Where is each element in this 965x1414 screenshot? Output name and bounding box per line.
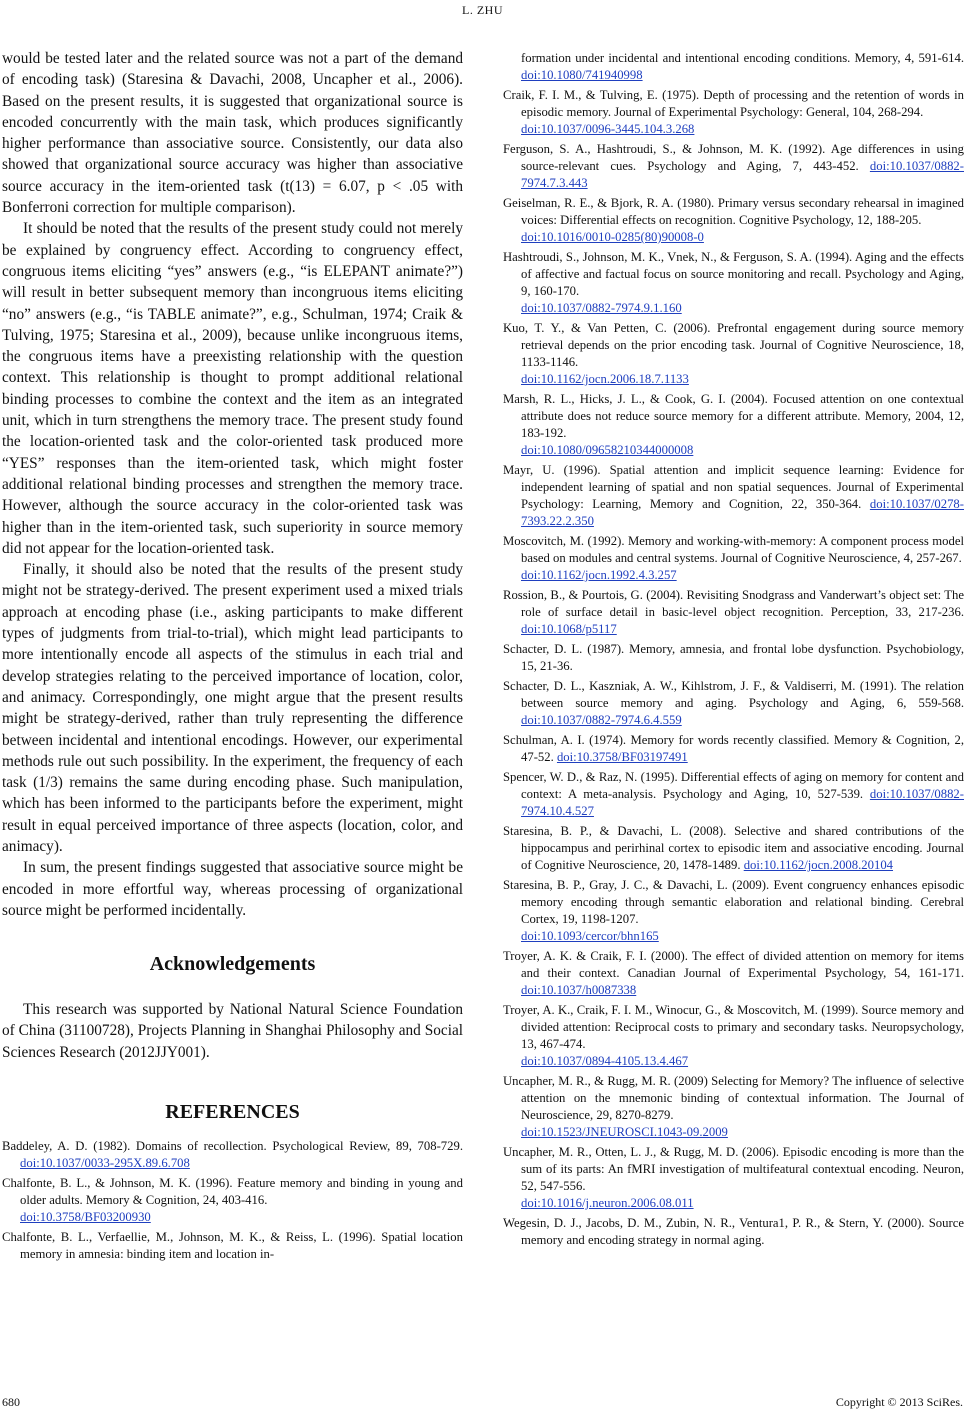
- doi-link[interactable]: doi:10.1016/0010-0285(80)90008-0: [521, 230, 704, 244]
- reference-text: Troyer, A. K. & Craik, F. I. (2000). The effect of divided attention on memory for items and their context. Canadian Journal of Experimental Psychology, 54, 161-171.: [503, 949, 964, 980]
- doi-link[interactable]: doi:10.1037/h0087338: [521, 983, 637, 997]
- reference-entry: [503, 769, 964, 820]
- reference-entry: [2, 1138, 463, 1172]
- reference-text: Kuo, T. Y., & Van Petten, C. (2006). Prefrontal engagement during source memory retrieval depends on the prior encoding task. Journal of Cognitive Neuroscience, 18, 1133-1146.: [503, 321, 964, 369]
- doi-link[interactable]: doi:10.1162/jocn.2006.18.7.1133: [521, 372, 689, 386]
- reference-text: Ferguson, S. A., Hashtroudi, S., & Johnson, M. K. (1992). Age differences in using source-relevant cues. Psychology and Aging, 7, 443-452.: [503, 142, 964, 173]
- reference-entry: [503, 249, 964, 317]
- reference-entry: [2, 1175, 463, 1226]
- body-paragraph: would be tested later and the related source was not a part of the demand of encoding task) (Staresina & Davachi, 2008, Uncapher et al., 2006). Based on the present results, it is suggested that organizational source is encoded concurrently with the main task, which produces significantly higher performance than associative source. Consistently, our data also showed that organizational source accuracy was higher than associative source accuracy in the item-oriented task (t(13) = 6.07, p < .05 with Bonferroni correction for multiple comparison).: [2, 50, 463, 217]
- reference-text: Uncapher, M. R., & Rugg, M. R. (2009) Selecting for Memory? The influence of selective attention on the mnemonic binding of contextual information. The Journal of Neuroscience, 29, 8270-8279.: [503, 1074, 964, 1122]
- reference-text: Moscovitch, M. (1992). Memory and working-with-memory: A component process model based on modules and central systems. Journal of Cognitive Neuroscience, 4, 257-267.: [503, 534, 964, 565]
- body-paragraph: In sum, the present findings suggested that associative source might be encoded in more effortful way, whereas processing of organizational source might be performed incidentally.: [2, 859, 463, 919]
- reference-text: Chalfonte, B. L., & Johnson, M. K. (1996). Feature memory and binding in young and older adults. Memory & Cognition, 24, 403-416.: [2, 1176, 463, 1208]
- reference-text: Spencer, W. D., & Raz, N. (1995). Differential effects of aging on memory for content and context: A meta-analysis. Psychology and Aging, 10, 527-539.: [503, 770, 964, 801]
- reference-text: Uncapher, M. R., Otten, L. J., & Rugg, M. D. (2006). Episodic encoding is more than the sum of its parts: An fMRI investigation of multifeatural contextual encoding. Neuron, 52, 547-556.: [503, 1145, 964, 1193]
- doi-link[interactable]: doi:10.1016/j.neuron.2006.08.011: [521, 1196, 694, 1210]
- references-heading: REFERENCES: [165, 1101, 300, 1124]
- reference-text: Troyer, A. K., Craik, F. I. M., Winocur, G., & Moscovitch, M. (1999). Source memory and divided attention: Reciprocal costs to primary and secondary tasks. Neuropsychology, 13, 467-474.: [503, 1003, 964, 1051]
- reference-entry: [503, 50, 964, 84]
- doi-link[interactable]: doi:10.1162/jocn.2008.20104: [743, 858, 894, 872]
- running-header: L. ZHU: [462, 3, 503, 17]
- doi-link[interactable]: doi:10.1068/p5117: [521, 622, 617, 636]
- reference-text: Geiselman, R. E., & Bjork, R. A. (1980). Primary versus secondary rehearsal in imagined voices: Differential effects on recognition. Cognitive Psychology, 12, 188-205.: [503, 196, 964, 227]
- right-column: [503, 50, 964, 1252]
- doi-link[interactable]: doi:10.1037/0894-4105.13.4.467: [521, 1054, 689, 1068]
- reference-entry: [503, 1073, 964, 1141]
- doi-link[interactable]: doi:10.1523/JNEUROSCI.1043-09.2009: [521, 1125, 728, 1139]
- reference-entry: [503, 195, 964, 246]
- reference-text: Baddeley, A. D. (1982). Domains of recollection. Psychological Review, 89, 708-729.: [2, 1139, 463, 1154]
- reference-entry: [503, 641, 964, 675]
- left-column: [2, 48, 463, 1266]
- reference-entry: [503, 141, 964, 192]
- reference-entry: [503, 1215, 964, 1249]
- doi-link[interactable]: doi:10.3758/BF03197491: [556, 750, 688, 764]
- acknowledgements-heading: Acknowledgements: [149, 953, 316, 976]
- reference-entry: [503, 1144, 964, 1212]
- body-paragraph: It should be noted that the results of the present study could not merely be explained by congruency effect. According to congruency effect, congruous items eliciting “yes” answers (e.g., “is ELEPANT animate?”) will result in better subsequent memory than incongruous items eliciting “no” answers (e.g., “is TABLE animate?”, e.g., Schulman, 1974; Craik & Tulving, 1975; Staresina et al., 2009), because unlike incongruous items, the congruous items have a preexisting relationship with the question context. This relationship is thought to prompt additional relational binding processes to combine the context and the item as an integrated unit, which in turn strengthens the memory trace. The present study found the location-oriented task and the color-oriented task produced more “YES” responses than the item-oriented task, which might foster additional relational binding processes and strengthen the memory trace. However, although the source accuracy in the color-oriented task was higher than in the item-oriented task, such superiority in source memory did not appear for the location-oriented task.: [2, 220, 463, 557]
- reference-entry: [503, 678, 964, 729]
- doi-link[interactable]: doi:10.1093/cercor/bhn165: [521, 929, 659, 943]
- reference-entry: [503, 732, 964, 766]
- doi-link[interactable]: doi:10.3758/BF03200930: [20, 1210, 151, 1225]
- reference-entry: [503, 948, 964, 999]
- copyright-notice: Copyright © 2013 SciRes.: [835, 1395, 963, 1409]
- reference-text: Hashtroudi, S., Johnson, M. K., Vnek, N., & Ferguson, S. A. (1994). Aging and the effects of affective and factual focus on source monitoring and recall. Psychology and Aging, 9, 160-170.: [503, 250, 964, 298]
- reference-entry: [503, 533, 964, 584]
- body-paragraph: Finally, it should also be noted that the results of the present study might not be strategy-derived. The present experiment used a mixed trials approach at encoding phase (i.e., asking participants to make different types of judgments from trial-to-trial), which might lead participants to more intentionally encode all aspects of the stimulus in each trial and develop strategies relating to the perceived importance of location, color, and animacy. Correspondingly, one might argue that the present results might be strategy-derived, rather than truly representing the difference between incidental and intentional encodings. However, our experimental methods rule out such possibility. In the experiment, the frequency of each task (1/3) remains the same during encoding phase. Such manipulation, which has been informed to the participants before the experiment, might result in equal perceived importance of three aspects (location, color, and animacy).: [2, 561, 463, 855]
- reference-text: Schacter, D. L., Kaszniak, A. W., Kihlstrom, J. F., & Valdiserri, M. (1991). The relation between source memory and aging. Psychology and Aging, 6, 559-568.: [503, 679, 964, 710]
- reference-text: formation under incidental and intentional encoding conditions. Memory, 4, 591-614.: [521, 51, 964, 65]
- doi-link[interactable]: doi:10.1080/09658210344000008: [521, 443, 694, 457]
- reference-entry: [2, 1229, 463, 1263]
- doi-link[interactable]: doi:10.1037/0033-295X.89.6.708: [20, 1156, 190, 1171]
- reference-text: Staresina, B. P., Gray, J. C., & Davachi, L. (2009). Event congruency enhances episodic memory encoding through semantic elaboration and relational binding. Cerebral Cortex, 19, 1198-1207.: [503, 878, 964, 926]
- doi-link[interactable]: doi:10.1162/jocn.1992.4.3.257: [521, 568, 677, 582]
- reference-text: Mayr, U. (1996). Spatial attention and implicit sequence learning: Evidence for independent learning of spatial and non spatial sequences. Journal of Experimental Psychology: Learning, Memory and Cognition, 22, 350-364.: [503, 463, 964, 511]
- references-list-right: [503, 50, 964, 1249]
- reference-entry: [503, 877, 964, 945]
- reference-text: Staresina, B. P., & Davachi, L. (2008). Selective and shared contributions of the hippocampus and perirhinal cortex to episodic item and associative encoding. Journal of Cognitive Neuroscience, 20, 1478-1489.: [503, 824, 964, 872]
- reference-text: Craik, F. I. M., & Tulving, E. (1975). Depth of processing and the retention of words in episodic memory. Journal of Experimental Psychology: General, 104, 268-294.: [503, 88, 964, 119]
- reference-entry: [503, 587, 964, 638]
- reference-entry: [503, 87, 964, 138]
- reference-text: Chalfonte, B. L., Verfaellie, M., Johnson, M. K., & Reiss, L. (1996). Spatial location memory in amnesia: binding item and location in-: [2, 1230, 463, 1262]
- acknowledgements-text: This research was supported by National Natural Science Foundation of China (31100728), Projects Planning in Shanghai Philosophy and Social Sciences Research (2012JJY001).: [2, 1001, 463, 1061]
- doi-link[interactable]: doi:10.1037/0882-7974.6.4.559: [521, 713, 682, 727]
- doi-link[interactable]: doi:10.1080/741940998: [521, 68, 643, 82]
- reference-text: Schacter, D. L. (1987). Memory, amnesia, and frontal lobe dysfunction. Psychobiology, 15, 21-36.: [503, 642, 964, 673]
- reference-text: Schulman, A. I. (1974). Memory for words recently classified. Memory & Cognition, 2, 47-52.: [503, 733, 964, 764]
- reference-text: Rossion, B., & Pourtois, G. (2004). Revisiting Snodgrass and Vanderwart’s object set: The role of surface detail in basic-level object recognition. Perception, 33, 217-236.: [503, 588, 964, 619]
- doi-link[interactable]: doi:10.1037/0882-7974.7.3.443: [521, 159, 964, 190]
- reference-text: Wegesin, D. J., Jacobs, D. M., Zubin, N. R., Ventura1, P. R., & Stern, Y. (2000). Source memory and encoding strategy in normal aging.: [503, 1216, 964, 1247]
- reference-text: Marsh, R. L., Hicks, J. L., & Cook, G. I. (2004). Focused attention on one contextual attribute does not reduce source memory for a different attribute. Memory, 2004, 12, 183-192.: [503, 392, 964, 440]
- reference-entry: [503, 1002, 964, 1070]
- reference-entry: [503, 462, 964, 530]
- reference-entry: [503, 320, 964, 388]
- page-number: 680: [2, 1395, 20, 1409]
- reference-entry: [503, 391, 964, 459]
- references-list-left: [2, 1138, 463, 1263]
- doi-link[interactable]: doi:10.1037/0278-7393.22.2.350: [521, 497, 964, 528]
- reference-entry: [503, 823, 964, 874]
- doi-link[interactable]: doi:10.1037/0882-7974.10.4.527: [521, 787, 964, 818]
- doi-link[interactable]: doi:10.1037/0096-3445.104.3.268: [521, 122, 695, 136]
- doi-link[interactable]: doi:10.1037/0882-7974.9.1.160: [521, 301, 682, 315]
